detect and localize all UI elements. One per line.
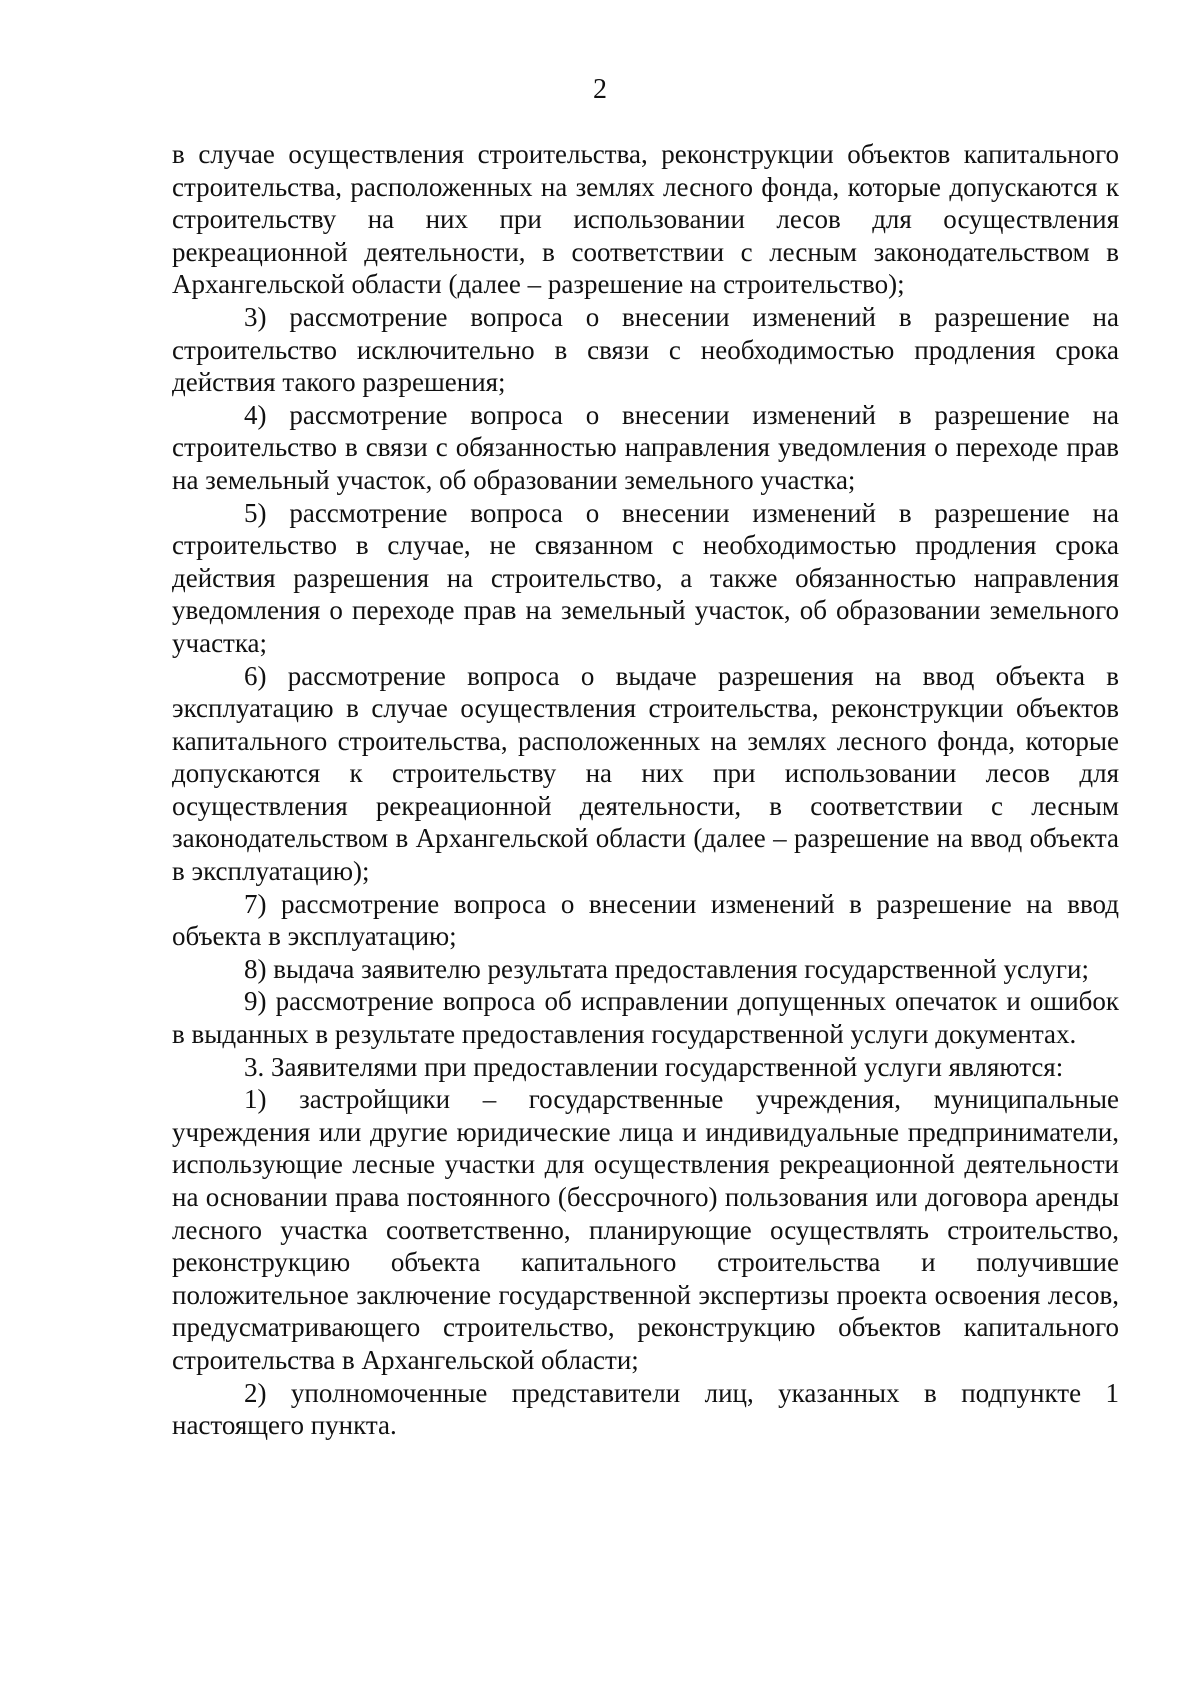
page-number: 2 [593,74,607,105]
paragraph-section-3: 3. Заявителями при предоставлении государственной услуги являются: [244,1051,1064,1082]
paragraph-item-8: 8) выдача заявителю результата предоставления государственной услуги; [244,953,1089,984]
paragraph-applicant-1: 1) застройщики – государственные учреждения, муниципальные учреждения или другие юридические лица и индивидуальные предприниматели, использующие лесные участки для осуществления рекреационной деятельности на основании права постоянного (бессрочного) пользования или договора аренды лесного участка соответственно, планирующие осуществлять строительство, реконструкцию объекта капитального строительства и получившие положительное заключение государственной экспертизы проекта освоения лесов, предусматривающего строительство, реконструкцию объектов капитального строительства в Архангельской области; [172,1084,1119,1375]
paragraph-continuation: в случае осуществления строительства, реконструкции объектов капитального строительства, расположенных на землях лесного фонда, которые допускаются к строительству на них при использовании лесов для осуществления рекреационной деятельности, в соответствии с лесным законодательством в Архангельской области (далее – разрешение на строительство); [172,139,1119,300]
paragraph-item-5: 5) рассмотрение вопроса о внесении изменений в разрешение на строительство в случае, не связанном с необходимостью продления срока действия разрешения на строительство, а также обязанностью направления уведомления о переходе прав на земельный участок, об образовании земельного участка; [172,497,1119,658]
paragraph-applicant-2: 2) уполномоченные представители лиц, указанных в подпункте 1 настоящего пункта. [172,1377,1119,1441]
paragraph-item-6: 6) рассмотрение вопроса о выдаче разрешения на ввод объекта в эксплуатацию в случае осуществления строительства, реконструкции объектов капитального строительства, расположенных на землях лесного фонда, которые допускаются к строительству на них при использовании лесов для осуществления рекреационной деятельности, в соответствии с лесным законодательством в Архангельской области (далее – разрешение на ввод объекта в эксплуатацию); [172,660,1119,887]
paragraph-item-4: 4) рассмотрение вопроса о внесении изменений в разрешение на строительство в связи с обязанностью направления уведомления о переходе прав на земельный участок, об образовании земельного участка; [172,399,1119,495]
paragraph-item-3: 3) рассмотрение вопроса о внесении изменений в разрешение на строительство исключительно в связи с необходимостью продления срока действия такого разрешения; [172,301,1119,398]
document-body [172,138,1119,1442]
paragraph-item-7: 7) рассмотрение вопроса о внесении изменений в разрешение на ввод объекта в эксплуатацию; [172,888,1119,952]
paragraph-item-9: 9) рассмотрение вопроса об исправлении допущенных опечаток и ошибок в выданных в результате предоставления государственной услуги документах. [172,986,1119,1050]
